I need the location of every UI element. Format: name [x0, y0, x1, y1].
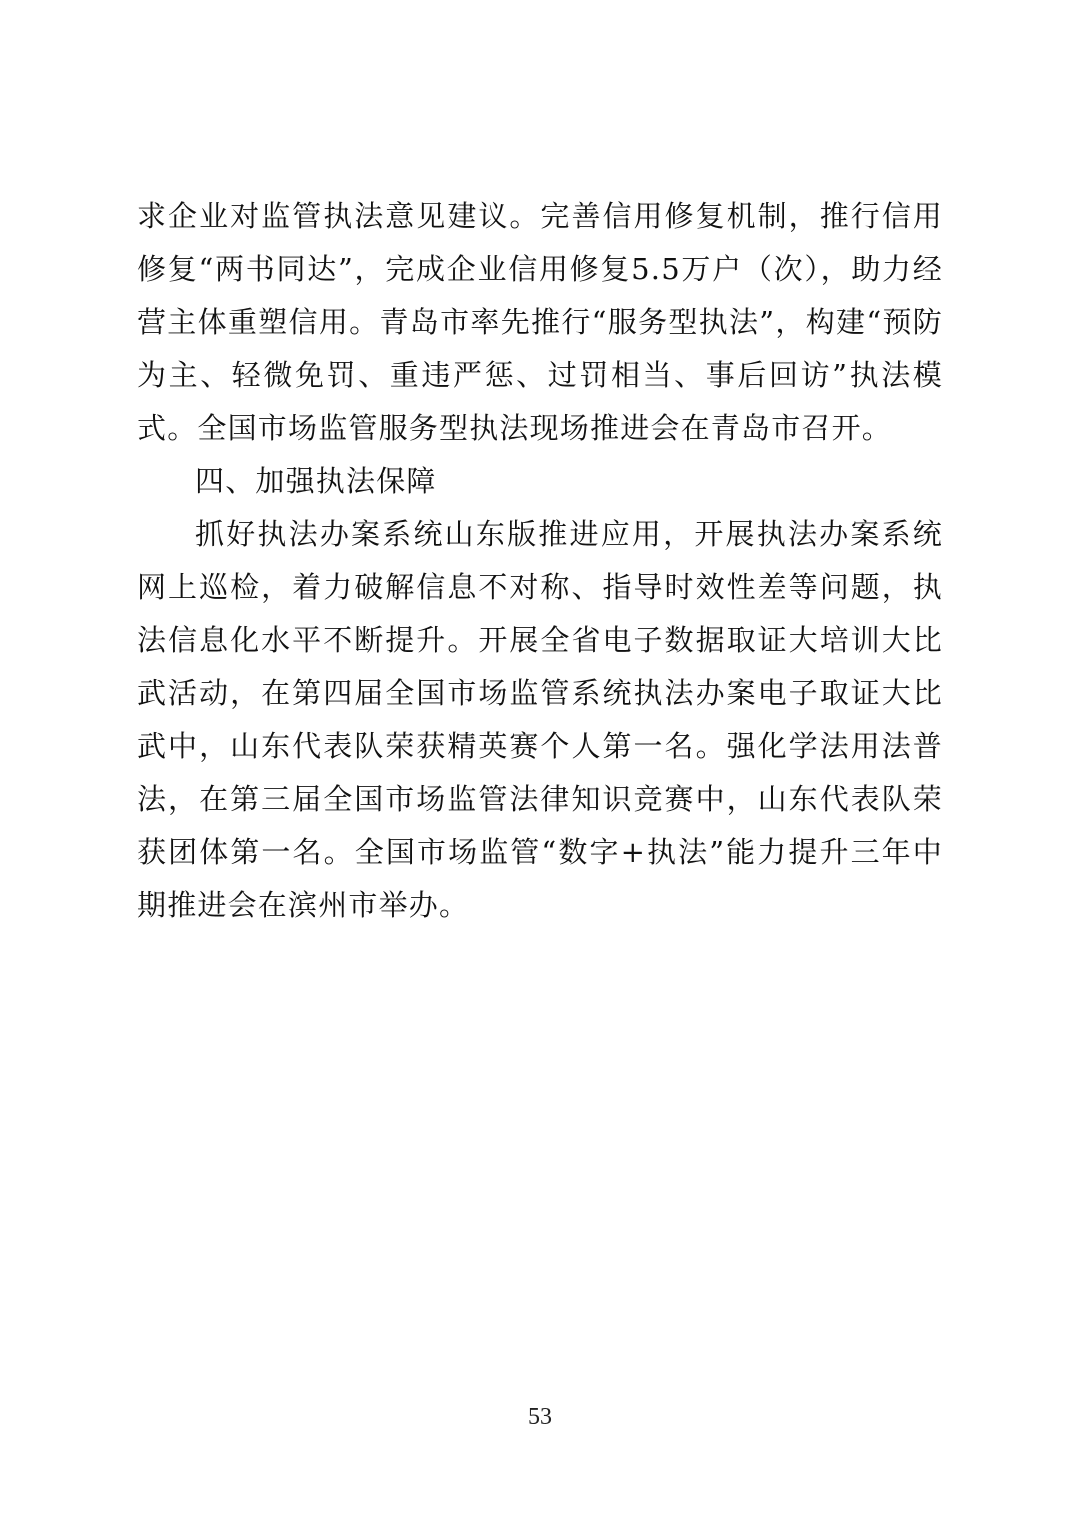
section-heading: 四、加强执法保障: [195, 464, 437, 498]
body-paragraph: 求企业对监管执法意见建议。完善信用修复机制，推行信用修复“两书同达”，完成企业信用修复5.5万户（次），助力经营主体重塑信用。青岛市率先推行“服务型执法”，构建“预防为主、轻微免罚、重违严惩、过罚相当、事后回访”执法模式。全国市场监管服务型执法现场推进会在青岛市召开。: [137, 199, 944, 445]
page-body: [137, 190, 943, 932]
body-paragraph: 抓好执法办案系统山东版推进应用，开展执法办案系统网上巡检，着力破解信息不对称、指导时效性差等问题，执法信息化水平不断提升。开展全省电子数据取证大培训大比武活动，在第四届全国市场监管系统执法办案电子取证大比武中，山东代表队荣获精英赛个人第一名。强化学法用法普法，在第三届全国市场监管法律知识竞赛中，山东代表队荣获团体第一名。全国市场监管“数字+执法”能力提升三年中期推进会在滨州市举办。: [137, 517, 943, 922]
page-number: 53: [528, 1404, 552, 1430]
